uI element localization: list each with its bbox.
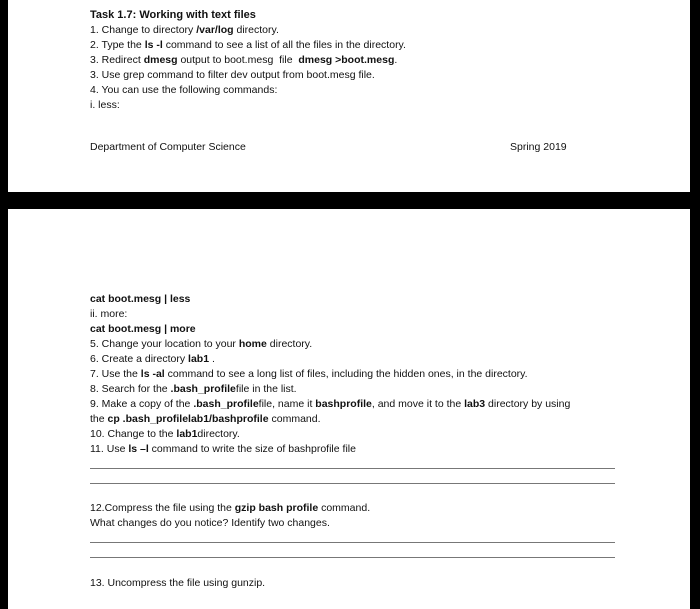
step-3-grep: 3. Use grep command to filter dev output from boot.mesg file. — [90, 69, 375, 81]
command-less: cat boot.mesg | less — [90, 293, 191, 305]
step-8: 8. Search for the .bash_profilefile in the list. — [90, 383, 297, 395]
answer-line — [90, 483, 615, 484]
step-10: 10. Change to the lab1directory. — [90, 428, 240, 440]
step-ii-more: ii. more: — [90, 308, 128, 320]
step-i-less: i. less: — [90, 99, 120, 111]
step-11: 11. Use ls –l command to write the size of bashprofile file — [90, 443, 356, 455]
answer-line — [90, 542, 615, 543]
answer-line — [90, 468, 615, 469]
document-page-bottom — [8, 209, 690, 609]
footer-department: Department of Computer Science — [90, 141, 246, 153]
task-title: Task 1.7: Working with text files — [90, 9, 256, 21]
step-4: 4. You can use the following commands: — [90, 84, 278, 96]
command-more: cat boot.mesg | more — [90, 323, 196, 335]
step-2: 2. Type the ls -l command to see a list of all the files in the directory. — [90, 39, 406, 51]
step-12-question: What changes do you notice? Identify two changes. — [90, 517, 330, 529]
step-9: 9. Make a copy of the .bash_profilefile, name it bashprofile, and move it to the lab3 directory by using — [90, 398, 571, 410]
step-7: 7. Use the ls -al command to see a long list of files, including the hidden ones, in the directory. — [90, 368, 528, 380]
step-9-continued: the cp .bash_profilelab1/bashprofile command. — [90, 413, 321, 425]
step-12: 12.Compress the file using the gzip bash profile command. — [90, 502, 371, 514]
step-3: 3. Redirect dmesg output to boot.mesg file dmesg >boot.mesg. — [90, 54, 398, 66]
footer-term: Spring 2019 — [510, 141, 567, 153]
step-6: 6. Create a directory lab1 . — [90, 353, 215, 365]
step-5: 5. Change your location to your home directory. — [90, 338, 313, 350]
document-page-top — [8, 0, 690, 192]
answer-line — [90, 557, 615, 558]
step-13: 13. Uncompress the file using gunzip. — [90, 577, 266, 589]
step-1: 1. Change to directory /var/log directory. — [90, 24, 279, 36]
